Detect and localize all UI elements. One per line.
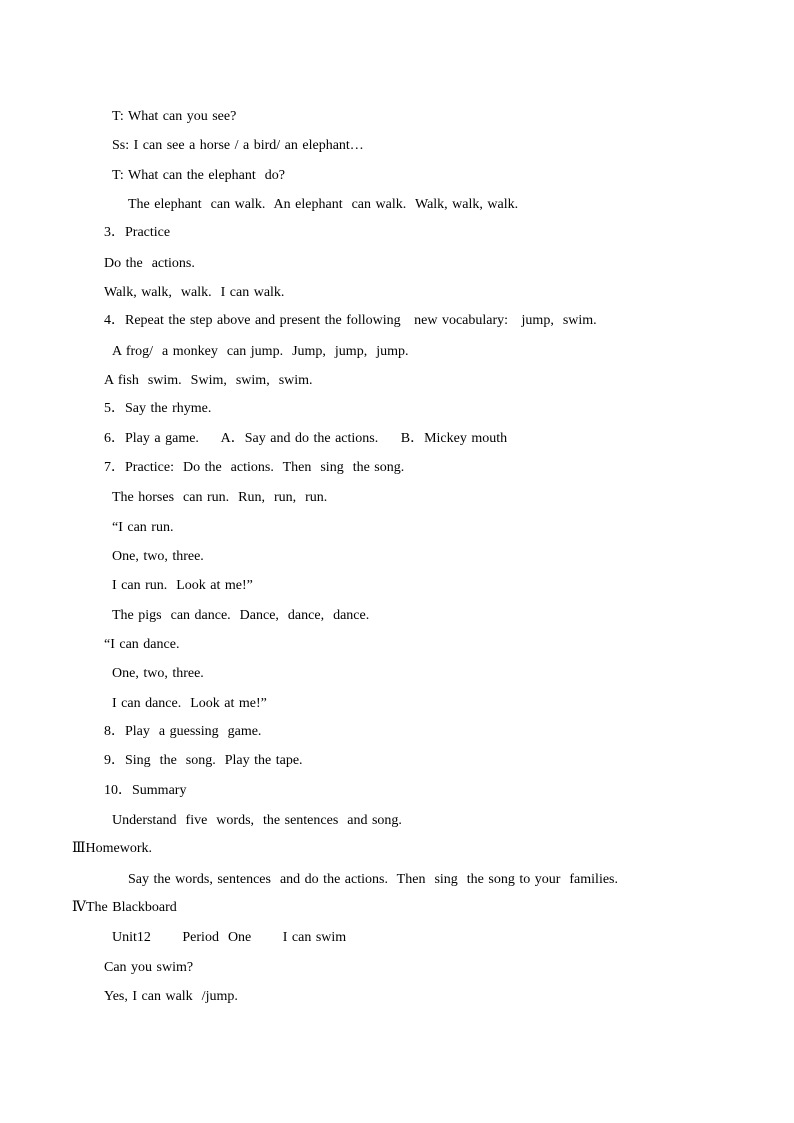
fish-swim-line: A fish swim. Swim, swim, swim.	[104, 373, 313, 388]
homework-line: Say the words, sentences and do the actions. Then sing the song to your families.	[128, 872, 618, 887]
blackboard-heading: ⅣThe Blackboard	[72, 900, 177, 915]
walk-line: Walk, walk, walk. I can walk.	[104, 285, 285, 300]
dialogue-line-students-answer: Ss: I can see a horse / a bird/ an elephant…	[112, 138, 364, 153]
song-line-dance-look-at-me: I can dance. Look at me!”	[112, 696, 267, 711]
song-line-run-look-at-me: I can run. Look at me!”	[112, 578, 253, 593]
step-9-heading: 9．Sing the song. Play the tape.	[104, 753, 303, 768]
do-actions-line: Do the actions.	[104, 256, 195, 271]
step-10-heading: 10．Summary	[104, 783, 187, 798]
dialogue-line-teacher-question: T: What can you see?	[112, 109, 237, 124]
blackboard-answer-line: Yes, I can walk /jump.	[104, 989, 238, 1004]
step-4-heading: 4．Repeat the step above and present the following new vocabulary: jump, swim.	[104, 313, 597, 328]
blackboard-title-line: Unit12 Period One I can swim	[112, 930, 347, 945]
pigs-dance-line: The pigs can dance. Dance, dance, dance.	[112, 608, 370, 623]
homework-heading: ⅢHomework.	[72, 841, 152, 856]
step-6-heading: 6．Play a game. A．Say and do the actions. B．Mickey mouth	[104, 431, 508, 446]
horses-run-line: The horses can run. Run, run, run.	[112, 490, 328, 505]
song-line-i-can-run: “I can run.	[112, 520, 174, 535]
dialogue-line-teacher-elephant: T: What can the elephant do?	[112, 168, 285, 183]
step-8-heading: 8．Play a guessing game.	[104, 724, 262, 739]
step-3-heading: 3．Practice	[104, 225, 171, 240]
song-line-i-can-dance: “I can dance.	[104, 637, 180, 652]
blackboard-question-line: Can you swim?	[104, 960, 194, 975]
step-7-heading: 7．Practice: Do the actions. Then sing the song.	[104, 460, 405, 475]
summary-line: Understand five words, the sentences and song.	[112, 813, 402, 828]
song-line-one-two-three: One, two, three.	[112, 549, 204, 564]
frog-monkey-line: A frog/ a monkey can jump. Jump, jump, jump.	[112, 344, 409, 359]
elephant-walk-line: The elephant can walk. An elephant can walk. Walk, walk, walk.	[128, 197, 519, 212]
step-5-heading: 5．Say the rhyme.	[104, 401, 212, 416]
song-line-one-two-three-2: One, two, three.	[112, 666, 204, 681]
